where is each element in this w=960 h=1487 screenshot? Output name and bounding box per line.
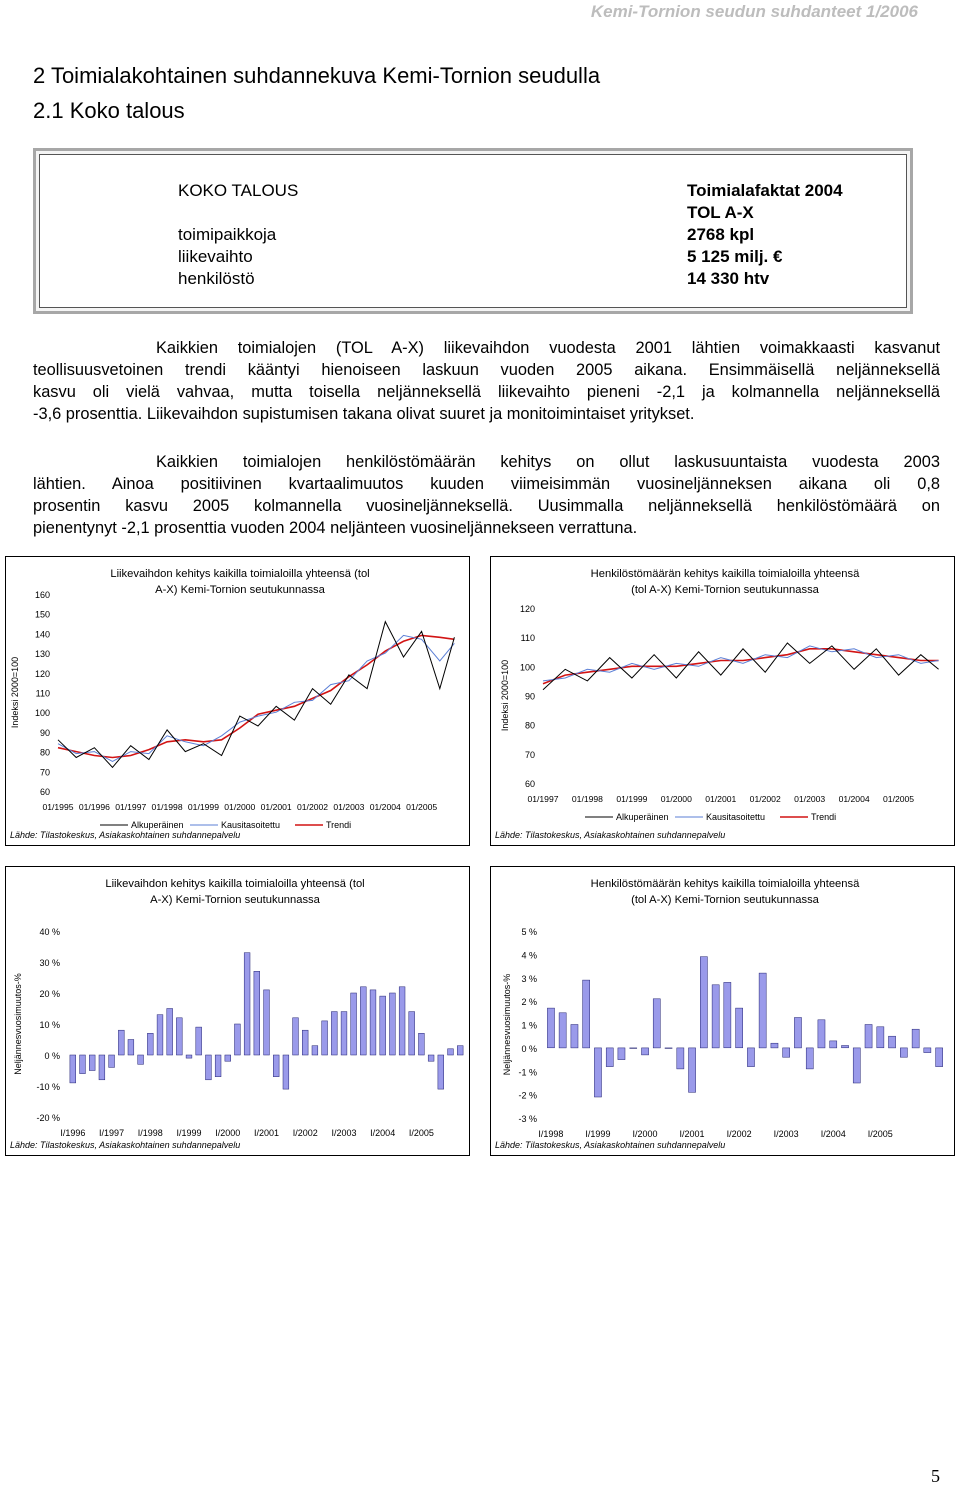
bar [457, 1046, 463, 1055]
bar [118, 1030, 124, 1055]
text-line: kasvu oli vielä vahvaa, mutta toisella neljänneksellä liikevaihto pieneni -2,1 ja kolmannella neljänneksellä [33, 383, 940, 401]
bar [264, 990, 270, 1055]
legend-label: Trendi [326, 820, 352, 830]
bar [428, 1055, 434, 1061]
y-tick-label: 110 [35, 688, 50, 699]
bar [70, 1055, 76, 1083]
bar [370, 990, 376, 1055]
text-line: -3,6 prosenttia. Liikevaihdon supistumisen takana olivat suuret ja monitoimintaiset yritykset. [33, 405, 695, 423]
bar [618, 1048, 625, 1060]
bar [312, 1046, 318, 1055]
bar [583, 980, 590, 1048]
y-tick-label: 150 [34, 609, 50, 620]
y-tick-label: 120 [519, 604, 535, 614]
fact-label: toimipaikkoja [178, 225, 277, 244]
bar [215, 1055, 221, 1077]
bar [399, 987, 405, 1055]
fact-label: henkilöstö [178, 269, 255, 288]
y-tick-label: 10 % [39, 1020, 60, 1030]
bar [341, 1012, 347, 1055]
legend-label: Alkuperäinen [616, 812, 669, 822]
x-tick-label: 01/2002 [297, 802, 329, 812]
bar [206, 1055, 212, 1080]
fact-value: 14 330 htv [687, 269, 770, 288]
x-tick-label: 01/2005 [406, 802, 438, 812]
x-tick-label: I/2004 [370, 1128, 396, 1138]
bar [293, 1018, 299, 1055]
x-tick-label: 01/1997 [527, 794, 559, 804]
bar [176, 1018, 182, 1055]
document-header: Kemi-Tornion seudun suhdanteet 1/2006 [590, 2, 918, 21]
fact-box-inner [39, 154, 907, 308]
y-tick-label: -20 % [36, 1113, 60, 1123]
text-line: prosentin kasvu 2005 kolmannella vuosineljänneksellä. Uusimmalla neljänneksellä henkilöstömäärä on [33, 497, 940, 515]
bar [380, 996, 386, 1055]
personnel-change-chart [490, 866, 955, 1156]
bar [747, 1048, 754, 1067]
body-paragraph [33, 337, 940, 425]
chart-svg [490, 556, 955, 846]
bar [157, 1015, 163, 1055]
bar [147, 1033, 153, 1055]
fact-value: 2768 kpl [687, 225, 755, 244]
bar [642, 1048, 649, 1055]
y-tick-label: 60 [39, 787, 50, 797]
x-tick-label: I/1997 [99, 1128, 125, 1138]
bar [89, 1055, 95, 1071]
text-line: teollisuusvetoinen trendi kääntyi hienoiseen laskuun vuoden 2005 aikana. Ensimmäisellä neljänneksellä [33, 361, 940, 379]
fact-box [33, 148, 913, 314]
bar [842, 1046, 849, 1048]
x-tick-label: I/2002 [726, 1129, 752, 1139]
x-tick-label: I/2003 [331, 1128, 357, 1138]
chart-svg [5, 556, 470, 846]
y-tick-label: 0 % [521, 1043, 537, 1054]
bar [99, 1055, 105, 1080]
fact-label: liikevaihto [178, 247, 253, 266]
text-line: Kaikkien toimialojen (TOL A-X) liikevaihdon vuodesta 2001 lähtien voimakkaasti kasvanut [156, 339, 940, 357]
bar [665, 1048, 672, 1049]
fact-box-right-subtitle: TOL A-X [687, 203, 754, 222]
bar [630, 1048, 637, 1049]
y-tick-label: 90 [524, 691, 535, 702]
y-axis-label: Neljännesvuosimuutos-% [13, 973, 23, 1075]
bar [865, 1025, 872, 1048]
x-tick-label: I/2001 [679, 1129, 705, 1139]
bar [331, 1012, 337, 1055]
x-tick-label: I/2000 [632, 1129, 658, 1139]
bar [653, 999, 660, 1048]
text-line: Kaikkien toimialojen henkilöstömäärän kehitys on ollut laskusuuntaista vuodesta 2003 [156, 453, 940, 471]
x-tick-label: I/1996 [60, 1128, 86, 1138]
y-tick-label: 80 [39, 747, 50, 758]
y-tick-label: 160 [34, 590, 50, 600]
x-tick-label: I/2000 [215, 1128, 241, 1138]
x-tick-label: 01/2003 [333, 802, 365, 812]
chart-title: Henkilöstömäärän kehitys kaikilla toimialoilla yhteensä [590, 878, 860, 890]
chart-title: A-X) Kemi-Tornion seutukunnassa [155, 584, 325, 596]
bar [794, 1018, 801, 1048]
bar [390, 993, 396, 1055]
bar [571, 1025, 578, 1048]
x-tick-label: 01/1999 [616, 794, 648, 804]
chart-svg [490, 866, 955, 1156]
chart-title: (tol A-X) Kemi-Tornion seutukunnassa [631, 894, 819, 906]
x-tick-label: I/1999 [176, 1128, 202, 1138]
personnel-index-chart [490, 556, 955, 846]
x-tick-label: I/1998 [137, 1128, 163, 1138]
chart-title: A-X) Kemi-Tornion seutukunnassa [150, 894, 320, 906]
bar [806, 1048, 813, 1069]
y-tick-label: 2 % [521, 997, 537, 1008]
body-paragraph [33, 451, 940, 539]
section-heading: 2 Toimialakohtainen suhdannekuva Kemi-Tornion seudulla [33, 63, 601, 88]
x-tick-label: I/2005 [867, 1129, 893, 1139]
revenue-change-chart [5, 866, 470, 1156]
subsection-heading: 2.1 Koko talous [33, 98, 185, 123]
x-tick-label: I/2005 [408, 1128, 434, 1138]
bar [736, 1008, 743, 1048]
bar [254, 971, 260, 1055]
x-tick-label: 01/2004 [369, 802, 401, 812]
bar [877, 1027, 884, 1048]
x-tick-label: 01/2005 [883, 794, 915, 804]
y-axis-label: Neljännesvuosimuutos-% [502, 973, 512, 1076]
bar [109, 1055, 115, 1067]
bar [322, 1021, 328, 1055]
bar [547, 1008, 554, 1048]
y-tick-label: 80 [524, 720, 535, 731]
y-axis-label: Indeksi 2000=100 [10, 656, 20, 729]
bar [409, 1012, 415, 1055]
bar [912, 1029, 919, 1048]
bar [283, 1055, 289, 1089]
bar [771, 1043, 778, 1048]
chart-frame [491, 867, 955, 1156]
x-tick-label: 01/1998 [571, 794, 603, 804]
bar [80, 1055, 86, 1074]
bar [273, 1055, 279, 1077]
x-tick-label: I/2004 [820, 1129, 846, 1139]
bar [128, 1040, 134, 1056]
y-tick-label: 100 [519, 662, 535, 673]
chart-title: Liikevaihdon kehitys kaikilla toimialoilla yhteensä (tol [110, 568, 370, 580]
bar [724, 982, 731, 1047]
bar [360, 987, 366, 1055]
x-tick-label: I/1999 [585, 1129, 611, 1139]
bar [606, 1048, 613, 1067]
x-tick-label: 01/2000 [660, 794, 692, 804]
legend-label: Kausitasoitettu [221, 820, 281, 830]
x-tick-label: 01/1999 [187, 802, 219, 812]
legend-label: Trendi [811, 812, 837, 822]
fact-value: 5 125 milj. € [687, 247, 783, 266]
y-tick-label: 110 [520, 633, 535, 644]
fact-box-right-title: Toimialafaktat 2004 [687, 181, 843, 200]
x-tick-label: 01/1995 [42, 802, 74, 812]
bar [235, 1024, 241, 1055]
revenue-index-chart [5, 556, 470, 846]
y-tick-label: 100 [34, 708, 50, 719]
y-tick-label: -1 % [518, 1067, 537, 1078]
y-tick-label: -10 % [36, 1082, 60, 1092]
bar [889, 1036, 896, 1048]
bar [351, 993, 357, 1055]
x-tick-label: I/2003 [773, 1129, 799, 1139]
fact-box-left-title: KOKO TALOUS [178, 181, 299, 200]
x-tick-label: 01/2002 [749, 794, 781, 804]
y-tick-label: 60 [524, 779, 535, 789]
x-tick-label: I/1998 [538, 1129, 564, 1139]
chart-source: Lähde: Tilastokeskus, Asiakaskohtainen suhdannepalvelu [495, 1140, 726, 1150]
bar [677, 1048, 684, 1069]
bar [700, 957, 707, 1048]
y-tick-label: 90 [39, 727, 50, 738]
x-tick-label: 01/2001 [260, 802, 292, 812]
bar [419, 1033, 425, 1055]
chart-source: Lähde: Tilastokeskus, Asiakaskohtainen suhdannepalvelu [495, 830, 726, 840]
y-axis-label: Indeksi 2000=100 [500, 659, 510, 732]
bar [225, 1055, 231, 1061]
y-tick-label: -3 % [518, 1114, 537, 1124]
y-tick-label: -2 % [518, 1090, 537, 1101]
x-tick-label: 01/1998 [151, 802, 183, 812]
y-tick-label: 4 % [521, 950, 537, 961]
legend-label: Alkuperäinen [131, 820, 184, 830]
bar [830, 1041, 837, 1048]
text-line: pienentynyt -2,1 prosenttia vuoden 2004 neljänteen vuosineljännekseen verrattuna. [33, 519, 638, 537]
bar [818, 1020, 825, 1048]
y-tick-label: 1 % [521, 1020, 537, 1031]
bar [302, 1030, 308, 1055]
bar [448, 1049, 454, 1055]
x-tick-label: 01/2001 [705, 794, 737, 804]
y-tick-label: 70 [39, 767, 50, 778]
y-tick-label: 5 % [521, 927, 537, 937]
chart-title: Liikevaihdon kehitys kaikilla toimialoilla yhteensä (tol [105, 878, 365, 890]
bar [138, 1055, 144, 1064]
x-tick-label: 01/1996 [78, 802, 110, 812]
bar [924, 1048, 931, 1053]
bar [438, 1055, 444, 1089]
bar [936, 1048, 943, 1067]
y-tick-label: 140 [34, 629, 50, 640]
y-tick-label: 30 % [39, 958, 60, 968]
y-tick-label: 0 % [44, 1051, 60, 1061]
bar [783, 1048, 790, 1057]
x-tick-label: 01/2004 [838, 794, 870, 804]
bar [759, 973, 766, 1048]
x-tick-label: 01/1997 [115, 802, 147, 812]
y-tick-label: 70 [524, 749, 535, 760]
y-tick-label: 40 % [39, 927, 60, 937]
bar [559, 1013, 566, 1048]
chart-source: Lähde: Tilastokeskus, Asiakaskohtainen suhdannepalvelu [10, 830, 241, 840]
x-tick-label: I/2001 [253, 1128, 280, 1138]
y-tick-label: 3 % [521, 973, 537, 984]
bar [167, 1009, 173, 1056]
x-tick-label: 01/2003 [794, 794, 826, 804]
y-tick-label: 20 % [39, 989, 60, 999]
bar [244, 953, 250, 1055]
bar [186, 1055, 192, 1058]
text-line: lähtien. Ainoa positiivinen kvartaalimuutos kuuden viimeisimmän vuosineljänneksen aikana oli 0,8 [33, 475, 940, 493]
chart-title: Henkilöstömäärän kehitys kaikilla toimialoilla yhteensä [590, 568, 860, 580]
chart-source: Lähde: Tilastokeskus, Asiakaskohtainen suhdannepalvelu [10, 1140, 241, 1150]
page-number: 5 [931, 1466, 940, 1486]
bar [594, 1048, 601, 1097]
x-tick-label: I/2002 [292, 1128, 318, 1138]
chart-title: (tol A-X) Kemi-Tornion seutukunnassa [631, 584, 819, 596]
bar [689, 1048, 696, 1092]
x-tick-label: 01/2000 [224, 802, 256, 812]
bar [196, 1027, 202, 1055]
bar [900, 1048, 907, 1057]
y-tick-label: 130 [34, 649, 50, 660]
bar [853, 1048, 860, 1083]
bar [712, 985, 719, 1048]
legend-label: Kausitasoitettu [706, 812, 766, 822]
chart-svg [5, 866, 470, 1156]
y-tick-label: 120 [34, 668, 50, 679]
